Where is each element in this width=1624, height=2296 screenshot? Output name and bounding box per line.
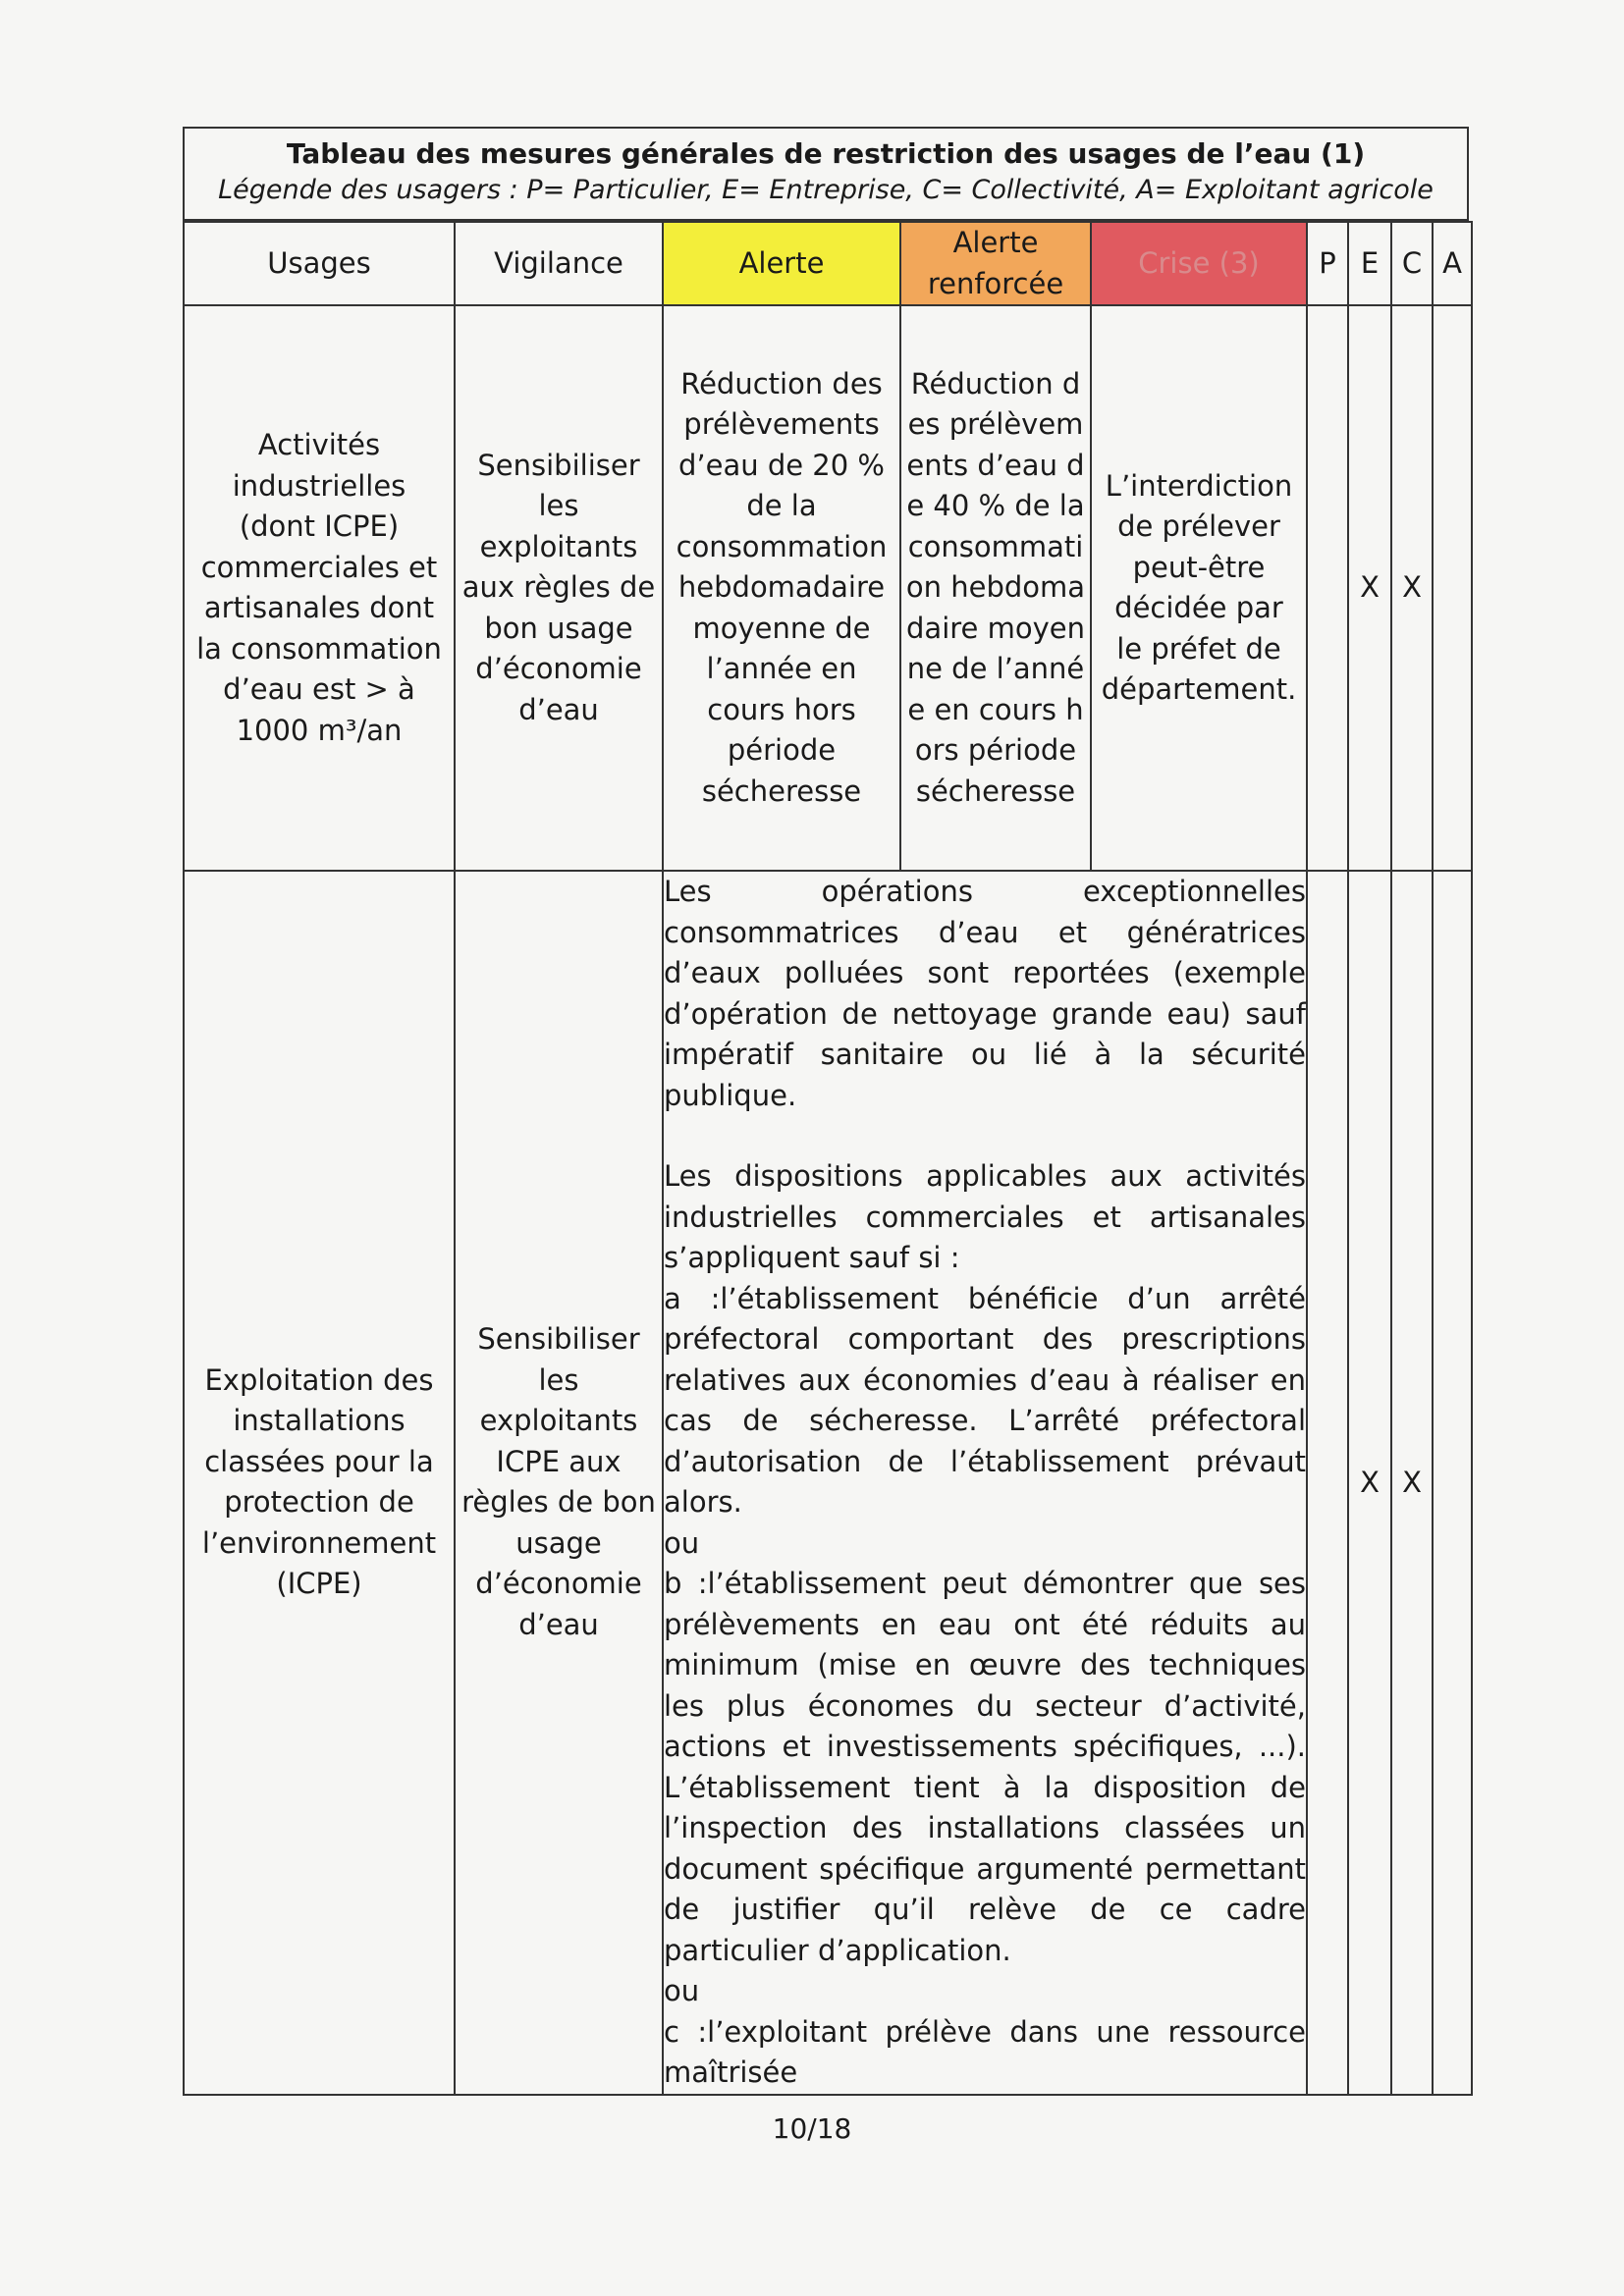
- vigilance-text: Sensibiliser les exploitants aux règles de bon usage d’économie d’eau: [461, 448, 656, 726]
- header-row: [184, 222, 1472, 305]
- header-alerte: Alerte: [663, 222, 900, 305]
- measure-case-b: b :l’établissement peut démontrer que ses prélèvements en eau ont été réduits au minimum (mise en œuvre des techniques les plus économes du secteur d’activité, actions et investissements spécifiques, ...). L’établissement tient à la disposition de l’inspection des installations classées un document spécifique argumenté permettant de justifier qu’il relève de ce cadre particulier d’application.: [664, 1567, 1306, 1967]
- measure-case-c: c :l’exploitant prélève dans une ressource maîtrisée: [664, 2014, 1306, 2089]
- alerte-text: Réduction des prélèvements d’eau de 20 % de la consommation hebdomadaire moyenne de l’année en cours hors période sécheresse: [676, 366, 888, 808]
- header-usages: Usages: [184, 222, 455, 305]
- restriction-table: [183, 221, 1473, 2096]
- header-e: E: [1348, 222, 1391, 305]
- measure-case-a: a :l’établissement bénéficie d’un arrêté préfectoral comportant des prescriptions relatives aux économies d’eau à réaliser en cas de sécheresse. L’arrêté préfectoral d’autorisation de l’établissement prévaut alors.: [664, 1281, 1306, 1519]
- mark-c: X: [1391, 305, 1433, 871]
- vigilance-text: Sensibiliser les exploitants ICPE aux règles de bon usage d’économie d’eau: [461, 1322, 656, 1641]
- mark-e: X: [1348, 871, 1391, 2095]
- mark-p: [1307, 871, 1348, 2095]
- usage-cell: [184, 305, 455, 871]
- alerte-renforcee-cell: [900, 305, 1091, 871]
- measure-paragraph-2: Les dispositions applicables aux activités industrielles commerciales et artisanales s’appliquent sauf si :: [664, 1159, 1306, 1274]
- usage-text: Exploitation des installations classées pour la protection de l’environnement (ICPE): [201, 1362, 437, 1601]
- header-c: C: [1391, 222, 1433, 305]
- table-title-box: [183, 127, 1469, 221]
- mark-c: X: [1391, 871, 1433, 2095]
- table-row: [184, 871, 1472, 2095]
- table-row: [184, 305, 1472, 871]
- header-a: A: [1433, 222, 1472, 305]
- header-alerte-renforcee: Alerte renforcée: [900, 222, 1091, 305]
- measure-or-2: ou: [664, 1974, 700, 2007]
- usage-cell: [184, 871, 455, 2095]
- mark-e: X: [1348, 305, 1391, 871]
- alerte-cell: [663, 305, 900, 871]
- alerte-renforcee-text: Réduction des prélèvements d’eau de 40 % de la consommation hebdomadaire moyenne de l’année en cours hors période sécheresse: [905, 366, 1086, 808]
- table-title: Tableau des mesures générales de restriction des usages de l’eau (1): [286, 137, 1366, 170]
- vigilance-cell: [455, 871, 663, 2095]
- page-number: 10/18: [772, 2112, 852, 2145]
- usage-text: Activités industrielles (dont ICPE) commerciales et artisanales dont la consommation d’eau est > à 1000 m³/an: [196, 428, 442, 747]
- mark-p: [1307, 305, 1348, 871]
- users-legend: Légende des usagers : P= Particulier, E= Entreprise, C= Collectivité, A= Exploitant agricole: [218, 175, 1434, 205]
- mark-a: [1433, 871, 1472, 2095]
- header-crise: Crise (3): [1091, 222, 1307, 305]
- measures-cell: [663, 871, 1307, 2095]
- crise-text: L’interdiction de prélever peut-être décidée par le préfet de département.: [1101, 468, 1297, 706]
- measure-or-1: ou: [664, 1525, 700, 1560]
- header-p: P: [1307, 222, 1348, 305]
- vigilance-cell: [455, 305, 663, 871]
- measure-paragraph-1: Les opérations exceptionnelles consommatrices d’eau et génératrices d’eaux polluées sont reportées (exemple d’opération de nettoyage grande eau) sauf impératif sanitaire ou lié à la sécurité publique.: [664, 875, 1306, 1112]
- mark-a: [1433, 305, 1472, 871]
- header-vigilance: Vigilance: [455, 222, 663, 305]
- crise-cell: [1091, 305, 1307, 871]
